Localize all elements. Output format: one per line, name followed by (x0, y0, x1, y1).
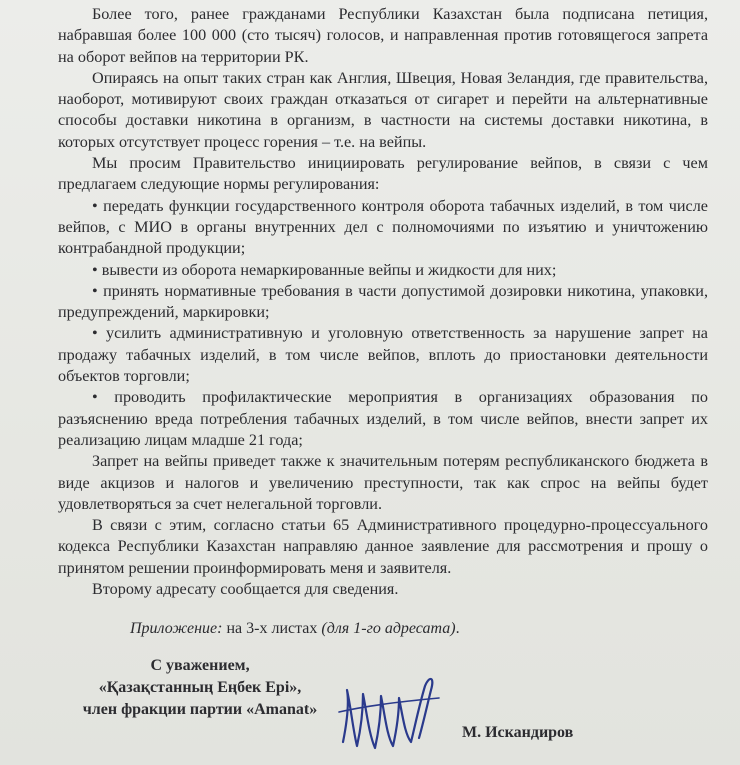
closing-faction: член фракции партии «Amanat» (82, 701, 318, 718)
closing-regards: С уважением, (150, 657, 250, 674)
letter-body (58, 4, 708, 600)
bullet-prevention: • проводить профилактические мероприятия в организациях образования по разъяснению вреда потребления табачных изделий, в том числе вейпов, внести запрет их реализацию лицам младше 21 года; (58, 388, 708, 449)
paragraph-legal-basis: В связи с этим, согласно статьи 65 Административного процедурно-процессуального кодекса Республики Казахстан направляю данное заявление для рассмотрения и прошу о принятом решении проинформировать меня и заявителя. (58, 516, 708, 577)
attachment-line (130, 620, 460, 638)
closing-title: «Қазақстанның Еңбек Ері», (98, 679, 302, 696)
signer-name: М. Искандиров (462, 724, 574, 741)
paragraph-foreign-experience: Опираясь на опыт таких стран как Англия, Швеция, Новая Зеландия, где правительства, наоборот, мотивируют своих граждан отказаться от сигарет и перейти на альтернативные способы доставки никотина в организм, в частности на системы доставки никотина, в которых отсутствует процесс горения – т.е. на вейпы. (58, 68, 708, 151)
attachment-end: . (455, 620, 460, 637)
bullet-unmarked-vapes: • вывести из оборота немаркированные вейпы и жидкости для них; (92, 260, 557, 279)
closing-block (80, 655, 320, 721)
attachment-note: (для 1-го адресата) (321, 620, 456, 637)
bullet-liability: • усилить административную и уголовную ответственность за нарушение запрет на продажу табачных изделий, в том числе вейпов, вплоть до приостановки деятельности объектов торговли; (58, 324, 708, 386)
bullet-control-transfer: • передать функции государственного контроля оборота табачных изделий, в том числе вейпов, с МИО в органы внутренних дел с полномочиями по изъятию и уничтожению контрабандной продукции; (58, 196, 708, 258)
handwritten-signature (335, 672, 445, 760)
paragraph-budget-losses: Запрет на вейпы приведет также к значительным потерям республиканского бюджета в виде акцизов и налогов и увеличению преступности, так как спрос на вейпы будет удовлетворяться за счет нелегальной торговли. (58, 452, 708, 513)
paragraph-second-addressee: Второму адресату сообщается для сведения. (92, 580, 399, 599)
attachment-pages: на 3-х листах (222, 620, 322, 637)
bullet-normative-requirements: • принять нормативные требования в части допустимой дозировки никотина, упаковки, предупреждений, маркировки; (58, 281, 708, 322)
paragraph-request: Мы просим Правительство инициировать регулирование вейпов, в связи с чем предлагаем следующие нормы регулирования: (58, 154, 708, 194)
paragraph-petition: Более того, ранее гражданами Республики Казахстан была подписана петиция, набравшая более 100 000 (сто тысяч) голосов, и направленная против готовящегося запрета на оборот вейпов на территории РК. (58, 5, 708, 66)
attachment-label: Приложение: (130, 620, 223, 637)
